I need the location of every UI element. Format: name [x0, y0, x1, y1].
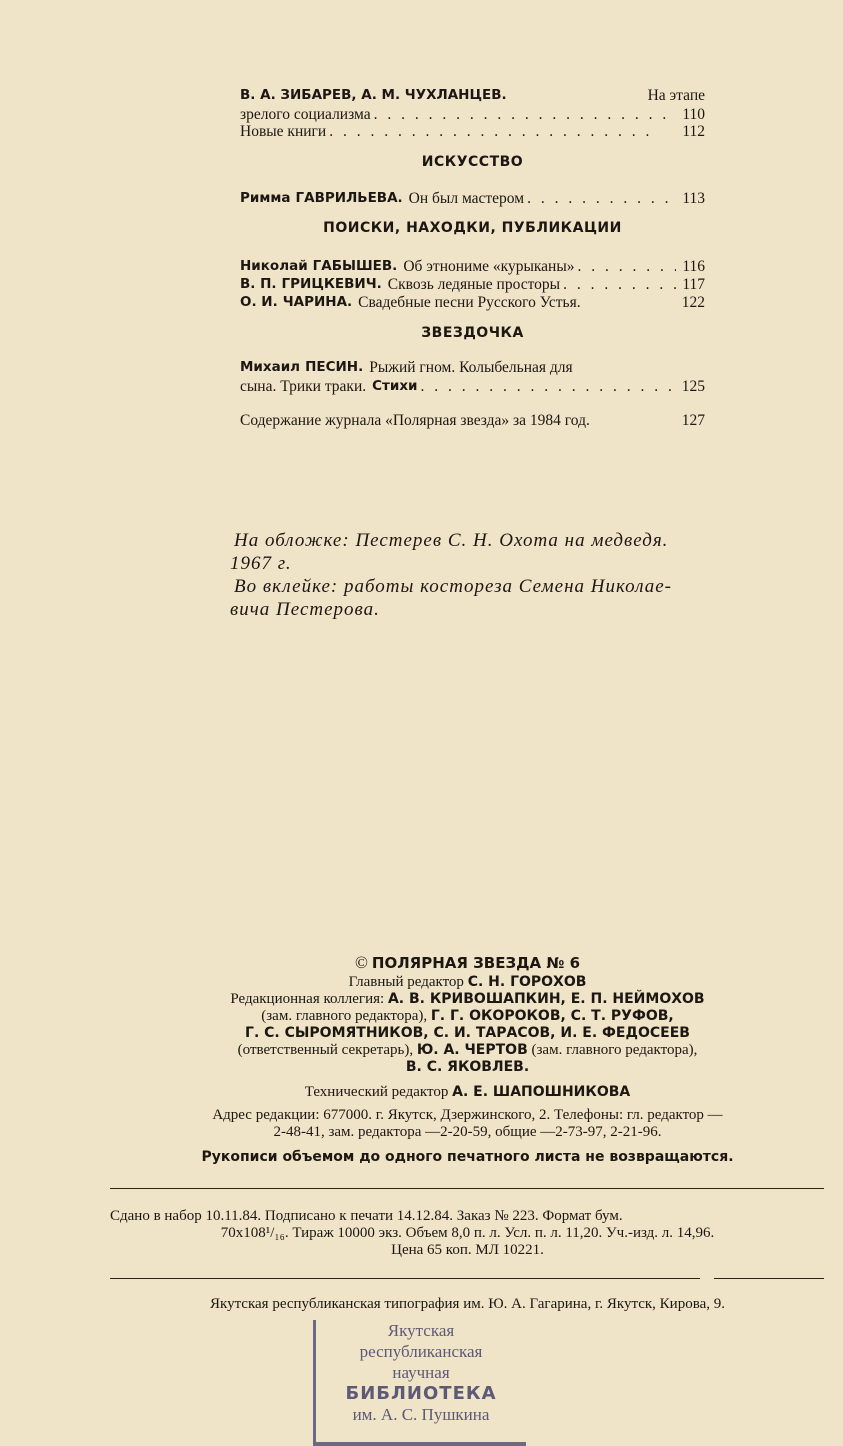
print-info — [110, 1208, 825, 1259]
board-note: (зам. главного редактора), — [261, 1008, 428, 1024]
toc-author-first: Римма — [240, 190, 291, 206]
tech-editor-name: А. Е. ШАПОШНИКОВА — [452, 1084, 631, 1100]
toc-title-cont: сына. Трики траки. — [240, 378, 367, 395]
divider — [110, 1278, 700, 1279]
copyright-icon: © — [354, 953, 368, 972]
address-line: 2-48-41, зам. редактора —2-20-59, общие —2-73-97, 2-21-96. — [273, 1124, 662, 1140]
toc-page: 117 — [682, 276, 705, 293]
toc-entry-gavrilyeva — [240, 189, 705, 208]
toc-entry-pesin — [240, 358, 705, 396]
divider — [714, 1278, 824, 1279]
toc-page: 112 — [682, 123, 705, 140]
toc-author-first: Николай — [240, 258, 308, 274]
board-members: А. В. КРИВОШАПКИН, Е. П. НЕЙМОХОВ — [387, 991, 705, 1007]
cover-note — [232, 529, 732, 621]
toc-title: Он был мастером — [408, 190, 525, 207]
section-heading-search: ПОИСКИ, НАХОДКИ, ПУБЛИКАЦИИ — [323, 220, 622, 236]
toc-page: 122 — [681, 294, 705, 311]
toc-author-first: В. П. — [240, 276, 277, 292]
cover-note-line: Во вклейке: работы костореза Семена Николае- — [234, 576, 672, 597]
print-info-line: Цена 65 коп. МЛ 10221. — [391, 1242, 544, 1258]
editor-label: Главный редактор — [348, 974, 464, 990]
toc-author-last: ПЕСИН. — [305, 359, 364, 375]
leader-dots — [527, 189, 676, 208]
editor-name: С. Н. ГОРОХОВ — [467, 974, 587, 990]
board-members: Г. С. СЫРОМЯТНИКОВ, С. И. ТАРАСОВ, И. Е. ФЕДОСЕЕВ — [245, 1025, 690, 1041]
toc-page: 116 — [682, 258, 705, 275]
toc-entry-new-books — [240, 122, 705, 141]
board-note: (зам. главного редактора), — [531, 1042, 698, 1058]
toc-page: 113 — [682, 190, 705, 207]
toc-entry-gabyshev — [240, 257, 705, 276]
toc-title: Содержание журнала «Полярная звезда» за 1984 год. — [240, 412, 590, 429]
board-note: (ответственный секретарь), — [237, 1042, 414, 1058]
board-members: Г. Г. ОКОРОКОВ, С. Т. РУФОВ, — [430, 1008, 674, 1024]
address-line: Адрес редакции: 677000. г. Якутск, Дзержинского, 2. Телефоны: гл. редактор — — [212, 1107, 723, 1123]
toc-author: В. А. ЗИБАРЕВ, А. М. ЧУХЛАНЦЕВ. — [240, 87, 507, 103]
imprint — [110, 954, 825, 1166]
cover-note-line: вича Пестерова. — [230, 599, 380, 620]
leader-dots — [421, 377, 677, 396]
stamp-line: Якутская — [387, 1321, 455, 1340]
board-label: Редакционная коллегия: — [230, 991, 385, 1007]
toc-title: Новые книги — [240, 123, 327, 140]
cover-note-line: На обложке: Пестерев С. Н. Охота на медведя. — [234, 530, 669, 551]
toc-author-last: ЧАРИНА. — [282, 294, 353, 310]
stamp-line: БИБЛИОТЕКА — [345, 1383, 497, 1404]
toc-author-last: ГАВРИЛЬЕВА. — [295, 190, 403, 206]
toc-entry-gritskevich — [240, 275, 705, 294]
toc-genre: Стихи — [372, 378, 418, 394]
divider — [110, 1188, 824, 1189]
toc-title: Сквозь ледяные просторы — [387, 276, 561, 293]
printer-line: Якутская республиканская типография им. Ю. А. Гагарина, г. Якутск, Кирова, 9. — [209, 1296, 726, 1312]
toc-title-cont: зрелого социализма — [240, 106, 371, 123]
leader-dots — [329, 122, 676, 141]
toc-author-first: Михаил — [240, 359, 301, 375]
toc-title: Свадебные песни Русского Устья. — [358, 294, 581, 311]
library-stamp — [313, 1320, 526, 1446]
journal-title: ПОЛЯРНАЯ ЗВЕЗДА № 6 — [371, 954, 581, 972]
toc-entry-contents-1984 — [240, 411, 705, 430]
toc-title: Об этнониме «курыканы» — [403, 258, 575, 275]
toc-author-last: ГАБЫШЕВ. — [312, 258, 398, 274]
print-info-line: 70х108¹/₁₆. Тираж 10000 экз. Объем 8,0 п. л. Усл. п. л. 11,20. Уч.-изд. л. 14,96. — [220, 1225, 715, 1241]
print-info-line: Сдано в набор 10.11.84. Подписано к печати 14.12.84. Заказ № 223. Формат бум. — [110, 1208, 623, 1224]
toc-entry-charina — [240, 293, 705, 312]
section-heading-star: ЗВЕЗДОЧКА — [421, 325, 524, 341]
stamp-line: им. А. С. Пушкина — [352, 1405, 490, 1424]
toc-page: 110 — [682, 106, 705, 123]
board-members: В. С. ЯКОВЛЕВ. — [405, 1059, 530, 1075]
toc-author-last: ГРИЦКЕВИЧ. — [281, 276, 382, 292]
section-heading-art: ИСКУССТВО — [421, 154, 524, 170]
toc-title: Рыжий гном. Колыбельная для — [369, 359, 573, 376]
stamp-line: республиканская — [359, 1342, 483, 1361]
board-members: Ю. А. ЧЕРТОВ — [416, 1042, 528, 1058]
toc-title: На этапе — [647, 87, 705, 104]
leader-dots — [563, 275, 676, 294]
manuscripts-note: Рукописи объемом до одного печатного листа не возвращаются. — [201, 1149, 734, 1165]
leader-dots — [578, 257, 676, 276]
toc-author-first: О. И. — [240, 294, 278, 310]
stamp-line: научная — [392, 1363, 450, 1382]
toc-page: 125 — [681, 378, 705, 395]
toc-entry-zibarev — [240, 86, 705, 124]
cover-note-line: 1967 г. — [230, 553, 292, 574]
toc-page: 127 — [681, 412, 705, 429]
tech-editor-label: Технический редактор — [304, 1084, 449, 1100]
